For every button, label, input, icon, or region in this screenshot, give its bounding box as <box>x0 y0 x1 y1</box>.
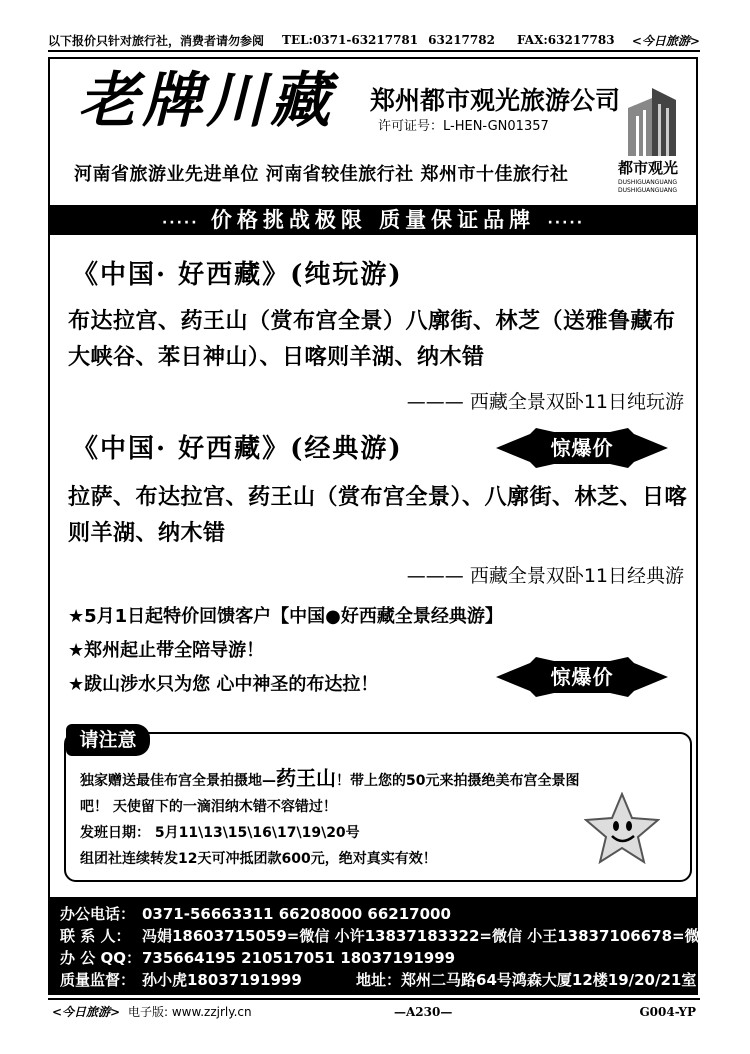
page-number: —A230— <box>394 1005 453 1019</box>
price-badge-1 <box>496 428 668 468</box>
supervise-value: 孙小虎18037191999 <box>142 971 302 989</box>
notice-line-4: 组团社连续转发12天可冲抵团款600元，绝对真实有效！ <box>80 851 437 867</box>
license-number <box>378 119 549 135</box>
contact-supervise <box>60 969 302 991</box>
supervise-label: 质量监督： <box>60 971 136 989</box>
route-desc-1: 布达拉宫、药王山（赏布宫全景）八廓街、林芝（送雅鲁藏布大峡谷、苯日神山）、日喀则羊湖、纳木错 <box>68 309 676 370</box>
notice-tag: 请注意 <box>66 724 150 756</box>
license-value: L-HEN-GN01357 <box>443 119 549 134</box>
header-notice: 以下报价只针对旅行社，消费者请勿参阅 <box>48 33 265 48</box>
bullet-item: ★5月1日起特价回馈客户【中国●好西藏全景经典游】 <box>68 606 503 627</box>
header-fax: FAX:63217783 <box>516 33 615 47</box>
office-label: 办公电话： <box>60 905 136 923</box>
page-code: G004-YP <box>639 1005 696 1019</box>
slogan-dots-left: ····· <box>161 215 199 231</box>
notice-line-3: 发班日期： 5月11\13\15\16\17\19\20号 <box>80 825 360 841</box>
office-phones: 0371-56663311 66208000 66217000 <box>142 905 451 923</box>
route-desc-2: 拉萨、布达拉宫、药王山（赏布宫全景）、八廓街、林芝、日喀则羊湖、纳木错 <box>68 485 688 546</box>
person-list: 冯娟18603715059=微信 小许13837183322=微信 小王13837106678=微信 <box>142 927 715 945</box>
header-tel: TEL:0371-63217781 <box>282 33 419 47</box>
route-sub-1: ——— 西藏全景双卧11日纯玩游 <box>406 391 684 413</box>
logo-mark-pinyin: DUSHIGUANGUANG DUSHIGUANGUANG <box>618 179 678 194</box>
notice-lines <box>80 765 670 872</box>
header-brand: <今日旅游> <box>631 33 700 48</box>
address-label: 地址： <box>356 971 402 989</box>
contact-person <box>60 925 715 947</box>
slogan-dots-right: ····· <box>547 215 585 231</box>
footer-brand: <今日旅游> <box>52 1005 121 1019</box>
contact-address <box>356 969 696 991</box>
star-mascot-icon <box>584 792 660 864</box>
company-name: 郑州都市观光旅游公司 <box>370 86 621 115</box>
address-value: 郑州二马路64号鸿森大厦12楼19/20/21室 <box>401 971 697 989</box>
building-logo-icon <box>624 86 680 158</box>
slogan-text: 价格挑战极限 质量保证品牌 <box>210 208 536 232</box>
notice-highlight: 药王山 <box>276 766 336 790</box>
qq-list: 735664195 210517051 18037191999 <box>142 949 456 967</box>
price-badge-label: 惊爆价 <box>550 436 614 460</box>
header-tel2: 63217782 <box>428 33 495 47</box>
route-title-1: 《中国· 好西藏》(纯玩游) <box>72 260 403 290</box>
contact-panel <box>50 897 715 993</box>
company-honors: 河南省旅游业先进单位 河南省较佳旅行社 郑州市十佳旅行社 <box>74 164 569 185</box>
bullet-item: ★跋山涉水只为您 心中神圣的布达拉！ <box>68 674 379 695</box>
footer-bar <box>48 998 700 1026</box>
route-title-2: 《中国· 好西藏》(经典游) <box>72 434 403 464</box>
notice-line-2: 吧！ 天使留下的一滴泪纳木错不容错过！ <box>80 799 337 815</box>
slogan-bar <box>50 205 696 235</box>
person-label: 联 系 人： <box>60 927 131 945</box>
qq-label: 办 公 QQ： <box>60 949 141 967</box>
price-badge-label: 惊爆价 <box>550 665 614 689</box>
price-badge-2 <box>496 657 668 697</box>
license-label: 许可证号： <box>378 119 444 134</box>
route-sub-2: ——— 西藏全景双卧11日经典游 <box>406 565 684 587</box>
contact-office <box>60 903 451 925</box>
brand-logo-text: 老牌川藏 <box>78 66 334 136</box>
contact-qq <box>60 947 455 969</box>
notice-line-1 <box>80 765 670 794</box>
notice-line-1c: ！带上您的50元来拍摄绝美布宫全景图 <box>336 773 580 789</box>
bullet-item: ★郑州起止带全陪导游！ <box>68 640 265 661</box>
footer-website: 电子版: www.zzjrly.cn <box>128 1005 252 1019</box>
logo-mark-name: 都市观光 <box>618 159 679 177</box>
header-bar <box>48 30 700 52</box>
notice-line-1a: 独家赠送最佳布宫全景拍摄地— <box>80 773 276 789</box>
